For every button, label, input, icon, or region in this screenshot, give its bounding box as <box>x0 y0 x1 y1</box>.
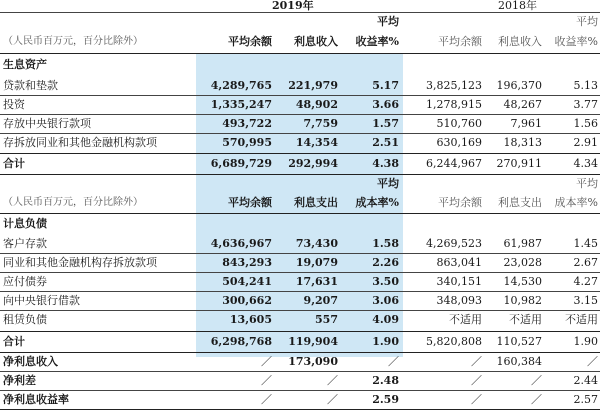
liab-col-int-2018: 利息支出 <box>498 196 542 209</box>
row-label: 应付债券 <box>3 275 47 288</box>
cell-rate-2019: 5.17 <box>372 79 399 92</box>
cell-rate-2019: 1.57 <box>372 117 399 130</box>
cell-rate-2018: 5.13 <box>573 79 598 92</box>
cell-int-2018: 18,313 <box>503 136 542 149</box>
cell-int-2019: 14,354 <box>295 136 338 149</box>
cell-int-2019: 48,902 <box>295 98 338 111</box>
asset-col-int-2019: 利息收入 <box>294 35 338 48</box>
cell-rate-2019: ／ <box>388 355 399 368</box>
row-label: 租赁负债 <box>3 313 47 326</box>
cell-bal-2019: 570,995 <box>222 136 272 149</box>
row-label: 存放中央银行款项 <box>3 117 91 130</box>
row-label: 净利息收入 <box>3 355 58 368</box>
asset-col-bal-2019: 平均余额 <box>228 35 272 48</box>
row-label: 贷款和垫款 <box>3 79 58 92</box>
row-label: 同业和其他金融机构存拆放款项 <box>3 256 157 269</box>
cell-int-2019: 221,979 <box>288 79 338 92</box>
cell-bal-2019: ／ <box>261 355 272 368</box>
cell-rate-2019: 4.38 <box>372 157 399 170</box>
cell-rate-2018: 不适用 <box>565 313 598 326</box>
cell-rate-2019: 4.09 <box>372 313 399 326</box>
cell-int-2018: 23,028 <box>503 256 542 269</box>
liab-rate-top-2018: 平均 <box>576 177 598 190</box>
cell-int-2018: 160,384 <box>496 355 542 368</box>
cell-rate-2018: 2.57 <box>573 393 598 406</box>
row-label: 投资 <box>3 98 25 111</box>
asset-col-bal-2018: 平均余额 <box>438 35 482 48</box>
cell-bal-2018: ／ <box>471 374 482 387</box>
cell-bal-2018: 348,093 <box>436 294 482 307</box>
asset-col-rate-2018: 收益率% <box>554 35 598 48</box>
cell-bal-2018: 不适用 <box>449 313 482 326</box>
cell-rate-2018: ／ <box>587 355 598 368</box>
cell-rate-2019: 3.06 <box>372 294 399 307</box>
summary-row <box>0 372 600 390</box>
cell-int-2018: ／ <box>531 393 542 406</box>
cell-bal-2018: 5,820,808 <box>426 335 482 348</box>
row-label: 净利息收益率 <box>3 393 69 406</box>
table-row <box>0 96 600 114</box>
cell-rate-2018: 2.44 <box>573 374 598 387</box>
cell-rate-2019: 1.58 <box>372 237 399 250</box>
total-rule <box>0 153 600 154</box>
cell-bal-2019: ／ <box>261 374 272 387</box>
cell-int-2019: ／ <box>327 393 338 406</box>
asset-col-int-2018: 利息收入 <box>498 35 542 48</box>
asset-section-label: 生息资产 <box>3 58 47 71</box>
cell-rate-2018: 3.77 <box>573 98 598 111</box>
cell-rate-2019: 2.51 <box>372 136 399 149</box>
cell-rate-2018: 1.56 <box>573 117 598 130</box>
table-row <box>0 235 600 253</box>
asset-header-row <box>0 33 600 51</box>
cell-rate-2019: 3.50 <box>372 275 399 288</box>
cell-int-2019: 19,079 <box>295 256 338 269</box>
table-row <box>0 254 600 272</box>
asset-header-rule <box>0 53 600 54</box>
cell-int-2018: 270,911 <box>496 157 542 170</box>
liab-col-int-2019: 利息支出 <box>294 196 338 209</box>
row-label: 向中央银行借款 <box>3 294 80 307</box>
cell-int-2019: 119,904 <box>288 335 338 348</box>
cell-bal-2018: 6,244,967 <box>426 157 482 170</box>
cell-int-2019: 17,631 <box>295 275 338 288</box>
cell-int-2019: 173,090 <box>288 355 338 368</box>
cell-bal-2018: 510,760 <box>436 117 482 130</box>
asset-rate-top-2018: 平均 <box>576 15 598 28</box>
cell-bal-2019: 504,241 <box>222 275 272 288</box>
year-2018-label: 2018年 <box>498 0 537 12</box>
cell-rate-2019: 2.48 <box>372 374 399 387</box>
cell-int-2018: 61,987 <box>503 237 542 250</box>
cell-int-2018: 7,961 <box>510 117 542 130</box>
cell-int-2018: 14,530 <box>503 275 542 288</box>
asset-header-top-row <box>0 13 600 31</box>
cell-bal-2019: 6,298,768 <box>210 335 272 348</box>
table-row <box>0 134 600 152</box>
cell-int-2019: 292,994 <box>288 157 338 170</box>
row-label: 存拆放同业和其他金融机构款项 <box>3 136 157 149</box>
liab-header-rule <box>0 213 600 214</box>
cell-bal-2018: 340,151 <box>436 275 482 288</box>
cell-rate-2019: 3.66 <box>372 98 399 111</box>
cell-bal-2019: 4,636,967 <box>210 237 272 250</box>
cell-int-2018: 48,267 <box>503 98 542 111</box>
total-rule <box>0 331 600 332</box>
cell-bal-2019: 4,289,765 <box>210 79 272 92</box>
liab-col-rate-2018: 成本率% <box>554 196 598 209</box>
cell-bal-2019: 300,662 <box>222 294 272 307</box>
cell-rate-2019: 2.59 <box>372 393 399 406</box>
asset-section-title <box>0 56 600 74</box>
cell-rate-2018: 4.27 <box>573 275 598 288</box>
cell-bal-2019: 843,293 <box>222 256 272 269</box>
liab-header-top-row <box>0 175 600 193</box>
row-label: 合计 <box>3 157 25 170</box>
cell-int-2019: ／ <box>327 374 338 387</box>
summary-row <box>0 391 600 409</box>
table-row <box>0 311 600 329</box>
cell-int-2019: 557 <box>315 313 338 326</box>
cell-bal-2018: 3,825,123 <box>426 79 482 92</box>
cell-rate-2018: 4.34 <box>573 157 598 170</box>
liab-unit-note: （人民币百万元，百分比除外） <box>3 197 143 208</box>
cell-bal-2018: 4,269,523 <box>426 237 482 250</box>
liab-col-rate-2019: 成本率% <box>355 196 399 209</box>
cell-bal-2018: ／ <box>471 393 482 406</box>
liab-section-label: 计息负债 <box>3 217 47 230</box>
cell-int-2018: ／ <box>531 374 542 387</box>
cell-bal-2019: 13,605 <box>229 313 272 326</box>
cell-bal-2019: 1,335,247 <box>210 98 272 111</box>
liab-total-row <box>0 333 600 351</box>
cell-rate-2018: 3.15 <box>573 294 598 307</box>
cell-bal-2019: 493,722 <box>222 117 272 130</box>
asset-rate-top-2019: 平均 <box>377 15 399 28</box>
cell-int-2018: 196,370 <box>496 79 542 92</box>
cell-rate-2019: 2.26 <box>372 256 399 269</box>
cell-int-2018: 110,527 <box>496 335 542 348</box>
liab-header-row <box>0 194 600 212</box>
row-label: 净利差 <box>3 374 36 387</box>
row-label: 合计 <box>3 335 25 348</box>
asset-total-row <box>0 155 600 173</box>
cell-bal-2018: 1,278,915 <box>426 98 482 111</box>
liab-rate-top-2019: 平均 <box>377 177 399 190</box>
cell-bal-2018: 630,169 <box>436 136 482 149</box>
liab-section-title <box>0 215 600 233</box>
table-row <box>0 273 600 291</box>
cell-bal-2018: 863,041 <box>436 256 482 269</box>
liab-col-bal-2018: 平均余额 <box>438 196 482 209</box>
cell-rate-2019: 1.90 <box>372 335 399 348</box>
cell-rate-2018: 2.67 <box>573 256 598 269</box>
cell-bal-2018: ／ <box>471 355 482 368</box>
cell-int-2018: 不适用 <box>509 313 542 326</box>
table-row <box>0 292 600 310</box>
cell-bal-2019: 6,689,729 <box>210 157 272 170</box>
cell-bal-2019: ／ <box>261 393 272 406</box>
asset-col-rate-2019: 收益率% <box>355 35 399 48</box>
row-label: 客户存款 <box>3 237 47 250</box>
cell-int-2019: 7,759 <box>303 117 338 130</box>
cell-rate-2018: 1.90 <box>573 335 598 348</box>
asset-unit-note: （人民币百万元，百分比除外） <box>3 36 143 47</box>
table-row <box>0 77 600 95</box>
cell-rate-2018: 1.45 <box>573 237 598 250</box>
cell-rate-2018: 2.91 <box>573 136 598 149</box>
cell-int-2018: 10,982 <box>503 294 542 307</box>
summary-row <box>0 353 600 371</box>
table-row <box>0 115 600 133</box>
year-2019-label: 2019年 <box>272 0 314 12</box>
cell-int-2019: 73,430 <box>295 237 338 250</box>
liab-col-bal-2019: 平均余额 <box>228 196 272 209</box>
cell-int-2019: 9,207 <box>303 294 338 307</box>
